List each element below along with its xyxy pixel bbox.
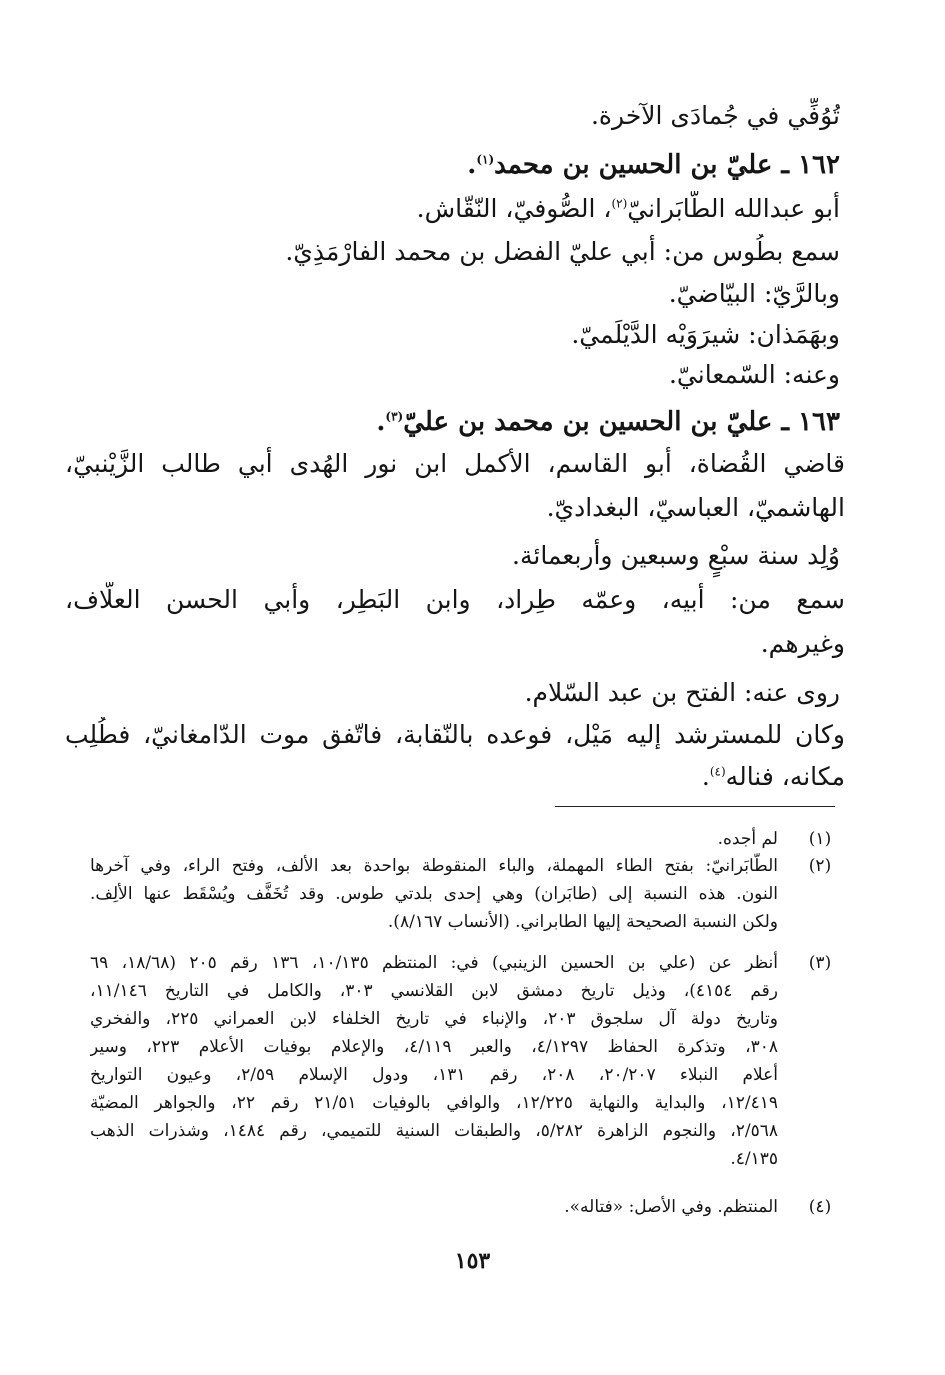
- footnote-4-line: المنتظم. وفي الأصل: «فتاله».: [564, 1197, 778, 1217]
- page-number: ١٥٣: [454, 1248, 491, 1274]
- text-line-nisbas: الهاشميّ، العباسيّ، البغداديّ.: [546, 493, 845, 522]
- text-line-heard-tus: سمع بطُوس من: أبي عليّ الفضل بن محمد الفارْمَذِيّ.: [285, 237, 840, 266]
- footnote-2-line: الطَّابَرانيّ: بفتح الطاء المهملة، والباء المنقوطة بواحدة بعد الألف، وفتح الراء، وفي آخرها: [90, 856, 778, 876]
- note-ref-1: (١): [476, 152, 495, 167]
- text-line-obtained: مكانه، فناله$^{(٤)}$.: [701, 762, 845, 791]
- entry-162-heading: ١٦٢ ـ عليّ بن الحسين بن محمد$^{(١)}$.: [467, 150, 840, 180]
- text-line-rayy: وبالرَّيّ: البيّاضيّ.: [668, 279, 840, 308]
- text-line-birth: وُلِد سنة سبْعٍ وسبعين وأربعمائة.: [512, 541, 840, 570]
- footnote-3-line: ٤/١٣٥.: [730, 1149, 778, 1169]
- footnote-2-line: النون. هذه النسبة إلى (طابَران) وهي إحدى بلدتي طوس. وقد تُخَفَّف ويُسْقَط عنها الألِف.: [90, 884, 778, 904]
- footnote-3-line: أنظر عن (علي بن الحسين الزينبي) في: المنتظم ١٠/١٣٥، ١٣٦ رقم ٢٠٥ (١٨/٦٨، ٦٩: [90, 953, 778, 973]
- footnote-3-number: (٣): [808, 953, 832, 973]
- footnote-3-line: ١٢/٤١٩، والبداية والنهاية ١٢/٢٢٥، والوافي بالوفيات ٢١/٥١ رقم ٢٢، والجواهر المضيّة: [90, 1093, 778, 1113]
- note-ref-3: (٣): [385, 409, 404, 424]
- footnote-3-line: ٢/٥٦٨، والنجوم الزاهرة ٥/٢٨٢، والطبقات السنية للتميمي، رقم ١٤٨٤، وشذرات الذهب: [90, 1121, 778, 1141]
- text-line-kunya: أبو عبدالله الطَّابَرانيّ$^{(٢)}$، الصُّوفيّ، النّقّاش.: [416, 194, 840, 223]
- text-line-teachers: سمع من: أبيه، وعمّه طِراد، وابن البَطِر، وأبي الحسن العلّاف،: [65, 585, 845, 614]
- footnote-separator: [555, 806, 835, 807]
- text-line-mustarshid: وكان للمسترشد إليه مَيْل، فوعده بالنّقابة، فاتّفق موت الدّامغانيّ، فطُلِب: [65, 720, 845, 749]
- text-line-hamadhan: وبهَمَذان: شيرَوَيْه الدَّيْلَميّ.: [571, 320, 840, 349]
- note-ref-4: (٤): [709, 764, 726, 779]
- text-line-from-him: وعنه: السّمعانيّ.: [668, 360, 840, 389]
- footnote-4-number: (٤): [808, 1197, 832, 1217]
- footnote-1-number: (١): [808, 829, 832, 849]
- footnote-3-line: أعلام النبلاء ٢٠/٢٠٧، ٢٠٨، رقم ١٣١، ودول الإسلام ٢/٥٩، وعيون التواريخ: [90, 1065, 778, 1085]
- note-ref-2: (٢): [611, 196, 628, 211]
- footnote-2-line: ولكن النسبة الصحيحة إليها الطابراني. (الأنساب ٨/١٦٧).: [387, 912, 778, 932]
- footnote-3-line: رقم ٤١٥٤)، وذيل تاريخ دمشق لابن القلانسي ٣٠٣، والكامل في التاريخ ١١/١٤٦،: [90, 981, 778, 1001]
- text-line-narrated: روى عنه: الفتح بن عبد السّلام.: [524, 678, 840, 707]
- text-line-others: وغيرهم.: [760, 629, 845, 658]
- entry-163-heading: ١٦٣ ـ عليّ بن الحسين بن محمد بن عليّ$^{(٣)}$.: [376, 407, 840, 437]
- footnote-3-line: وتاريخ دولة آل سلجوق ٢٠٣، والإنباء في تاريخ الخلفاء لابن العمراني ٢٢٥، والفخري: [90, 1009, 778, 1029]
- text-line-titles: قاضي القُضاة، أبو القاسم، الأكمل ابن نور الهُدى أبي طالب الزَّيْنبيّ،: [65, 449, 845, 478]
- footnote-2-number: (٢): [808, 856, 832, 876]
- footnote-3-line: ٣٠٨، وتذكرة الحفاظ ٤/١٢٩٧، والعبر ٤/١١٩، والإعلام بوفيات الأعلام ٢٢٣، وسير: [90, 1037, 778, 1057]
- text-line-death: تُوُفِّي في جُمادَى الآخرة.: [590, 101, 840, 130]
- footnote-1-line: لم أجده.: [717, 829, 778, 849]
